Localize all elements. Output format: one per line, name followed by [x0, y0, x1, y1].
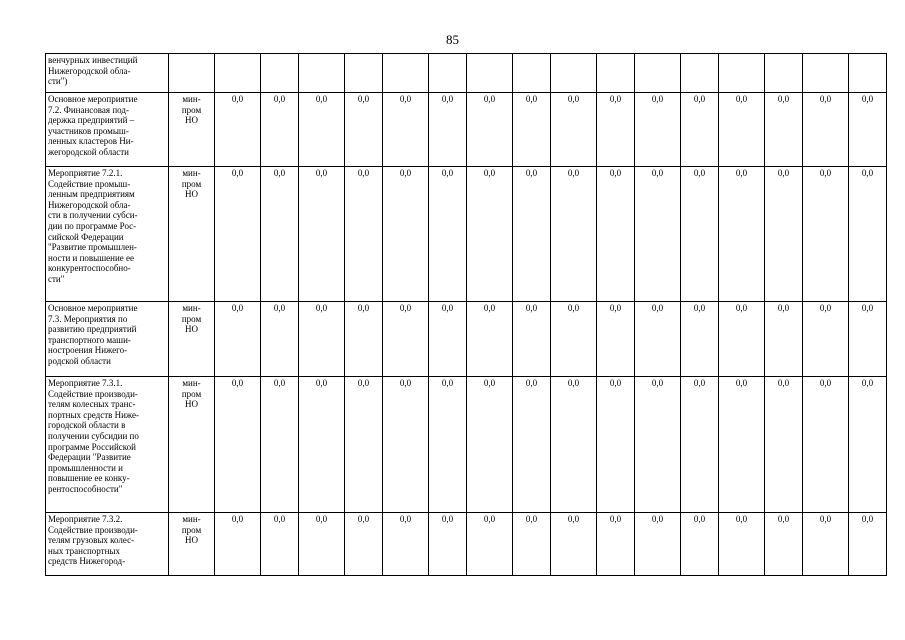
- value-cell: [345, 54, 383, 93]
- value-cell: 0,0: [597, 513, 635, 576]
- value-cell: 0,0: [467, 93, 513, 167]
- value-cell: 0,0: [681, 93, 719, 167]
- executor-cell: [169, 93, 215, 167]
- value-cell: 0,0: [383, 377, 429, 513]
- value-cell: 0,0: [429, 513, 467, 576]
- value-cell: 0,0: [719, 377, 765, 513]
- value-cell: 0,0: [849, 93, 887, 167]
- activity-name-cell: [46, 513, 169, 576]
- value-cell: [215, 54, 261, 93]
- executor: мин- пром НО: [181, 378, 202, 410]
- executor-cell: [169, 513, 215, 576]
- value-cell: [681, 54, 719, 93]
- activity-name: венчурных инвестиций Нижегородской обла- сти"): [48, 55, 138, 87]
- executor-cell: [169, 54, 215, 93]
- activity-name: Основное мероприятие 7.3. Мероприятия по развитию предприятий транспортного маши- ностроения Нижего- родской области: [48, 303, 138, 366]
- table-row: [46, 93, 887, 167]
- value-cell: [803, 54, 849, 93]
- value-cell: 0,0: [765, 377, 803, 513]
- value-cell: 0,0: [849, 377, 887, 513]
- value-cell: [597, 54, 635, 93]
- activity-name-cell: [46, 302, 169, 377]
- value-cell: 0,0: [345, 302, 383, 377]
- table-row: [46, 302, 887, 377]
- value-cell: [635, 54, 681, 93]
- executor-cell: [169, 302, 215, 377]
- value-cell: 0,0: [513, 377, 551, 513]
- value-cell: [299, 54, 345, 93]
- activity-name-cell: [46, 93, 169, 167]
- value-cell: 0,0: [681, 377, 719, 513]
- program-table: [45, 53, 887, 576]
- value-cell: 0,0: [345, 513, 383, 576]
- value-cell: 0,0: [429, 167, 467, 302]
- value-cell: [765, 54, 803, 93]
- value-cell: 0,0: [345, 167, 383, 302]
- value-cell: [429, 54, 467, 93]
- page-number: 85: [446, 32, 459, 47]
- value-cell: 0,0: [551, 93, 597, 167]
- executor: мин- пром НО: [181, 303, 202, 335]
- table-row: [46, 54, 887, 93]
- value-cell: 0,0: [513, 93, 551, 167]
- executor: мин- пром НО: [181, 94, 202, 126]
- executor-cell: [169, 167, 215, 302]
- value-cell: [383, 54, 429, 93]
- value-cell: 0,0: [299, 302, 345, 377]
- value-cell: 0,0: [467, 377, 513, 513]
- value-cell: 0,0: [215, 513, 261, 576]
- value-cell: 0,0: [551, 513, 597, 576]
- value-cell: 0,0: [345, 93, 383, 167]
- table-body: [46, 54, 887, 576]
- value-cell: 0,0: [719, 302, 765, 377]
- executor: мин- пром НО: [181, 514, 202, 546]
- value-cell: 0,0: [383, 167, 429, 302]
- value-cell: [261, 54, 299, 93]
- value-cell: 0,0: [429, 377, 467, 513]
- value-cell: 0,0: [383, 513, 429, 576]
- value-cell: 0,0: [299, 513, 345, 576]
- value-cell: 0,0: [765, 93, 803, 167]
- value-cell: 0,0: [261, 302, 299, 377]
- value-cell: 0,0: [597, 93, 635, 167]
- value-cell: 0,0: [849, 302, 887, 377]
- value-cell: 0,0: [597, 302, 635, 377]
- value-cell: [719, 54, 765, 93]
- value-cell: [513, 54, 551, 93]
- value-cell: [551, 54, 597, 93]
- activity-name-cell: [46, 167, 169, 302]
- value-cell: 0,0: [551, 377, 597, 513]
- value-cell: 0,0: [681, 302, 719, 377]
- value-cell: [849, 54, 887, 93]
- value-cell: 0,0: [513, 167, 551, 302]
- activity-name-cell: [46, 54, 169, 93]
- executor: мин- пром НО: [181, 168, 202, 200]
- value-cell: 0,0: [383, 302, 429, 377]
- value-cell: 0,0: [261, 377, 299, 513]
- value-cell: 0,0: [719, 93, 765, 167]
- value-cell: 0,0: [849, 167, 887, 302]
- value-cell: 0,0: [765, 513, 803, 576]
- value-cell: 0,0: [383, 93, 429, 167]
- value-cell: 0,0: [467, 302, 513, 377]
- value-cell: 0,0: [345, 377, 383, 513]
- value-cell: 0,0: [467, 513, 513, 576]
- activity-name: Основное мероприятие 7.2. Финансовая под- держка предприятий – участников промыш- ленных кластеров Ни- жегородской области: [48, 94, 138, 157]
- value-cell: 0,0: [215, 93, 261, 167]
- value-cell: 0,0: [299, 167, 345, 302]
- value-cell: 0,0: [215, 302, 261, 377]
- activity-name-cell: [46, 377, 169, 513]
- value-cell: 0,0: [635, 167, 681, 302]
- value-cell: 0,0: [513, 302, 551, 377]
- value-cell: 0,0: [765, 167, 803, 302]
- value-cell: 0,0: [849, 513, 887, 576]
- value-cell: 0,0: [551, 167, 597, 302]
- activity-name: Мероприятие 7.3.2. Содействие производи- телям грузовых колес- ных транспортных средств Нижегород-: [48, 514, 138, 567]
- value-cell: [467, 54, 513, 93]
- value-cell: 0,0: [803, 513, 849, 576]
- value-cell: 0,0: [429, 93, 467, 167]
- value-cell: 0,0: [597, 377, 635, 513]
- value-cell: 0,0: [299, 377, 345, 513]
- value-cell: 0,0: [719, 167, 765, 302]
- value-cell: 0,0: [803, 302, 849, 377]
- activity-name: Мероприятие 7.3.1. Содействие производи- телям колесных транс- портных средств Ниже- городской области в получении субсидии по программе Российской Федерации "Развитие промышленности и повышение ее конку- рентоспособности": [48, 378, 140, 494]
- value-cell: 0,0: [681, 513, 719, 576]
- value-cell: 0,0: [429, 302, 467, 377]
- value-cell: 0,0: [803, 377, 849, 513]
- value-cell: 0,0: [803, 93, 849, 167]
- table-row: [46, 513, 887, 576]
- value-cell: 0,0: [551, 302, 597, 377]
- value-cell: 0,0: [803, 167, 849, 302]
- value-cell: 0,0: [681, 167, 719, 302]
- table-row: [46, 167, 887, 302]
- value-cell: 0,0: [261, 167, 299, 302]
- executor-cell: [169, 377, 215, 513]
- table-row: [46, 377, 887, 513]
- value-cell: 0,0: [635, 93, 681, 167]
- value-cell: 0,0: [261, 93, 299, 167]
- value-cell: 0,0: [597, 167, 635, 302]
- value-cell: 0,0: [261, 513, 299, 576]
- value-cell: 0,0: [635, 513, 681, 576]
- activity-name: Мероприятие 7.2.1. Содействие промыш- ленным предприятиям Нижегородской обла- сти в получении субси- дии по программе Рос- сийской Федерации "Развитие промышлен- ности и повышение ее конкурентоспособно- сти": [48, 168, 138, 284]
- value-cell: 0,0: [765, 302, 803, 377]
- value-cell: 0,0: [467, 167, 513, 302]
- value-cell: 0,0: [299, 93, 345, 167]
- value-cell: 0,0: [215, 377, 261, 513]
- value-cell: 0,0: [635, 377, 681, 513]
- value-cell: 0,0: [513, 513, 551, 576]
- value-cell: 0,0: [635, 302, 681, 377]
- value-cell: 0,0: [719, 513, 765, 576]
- value-cell: 0,0: [215, 167, 261, 302]
